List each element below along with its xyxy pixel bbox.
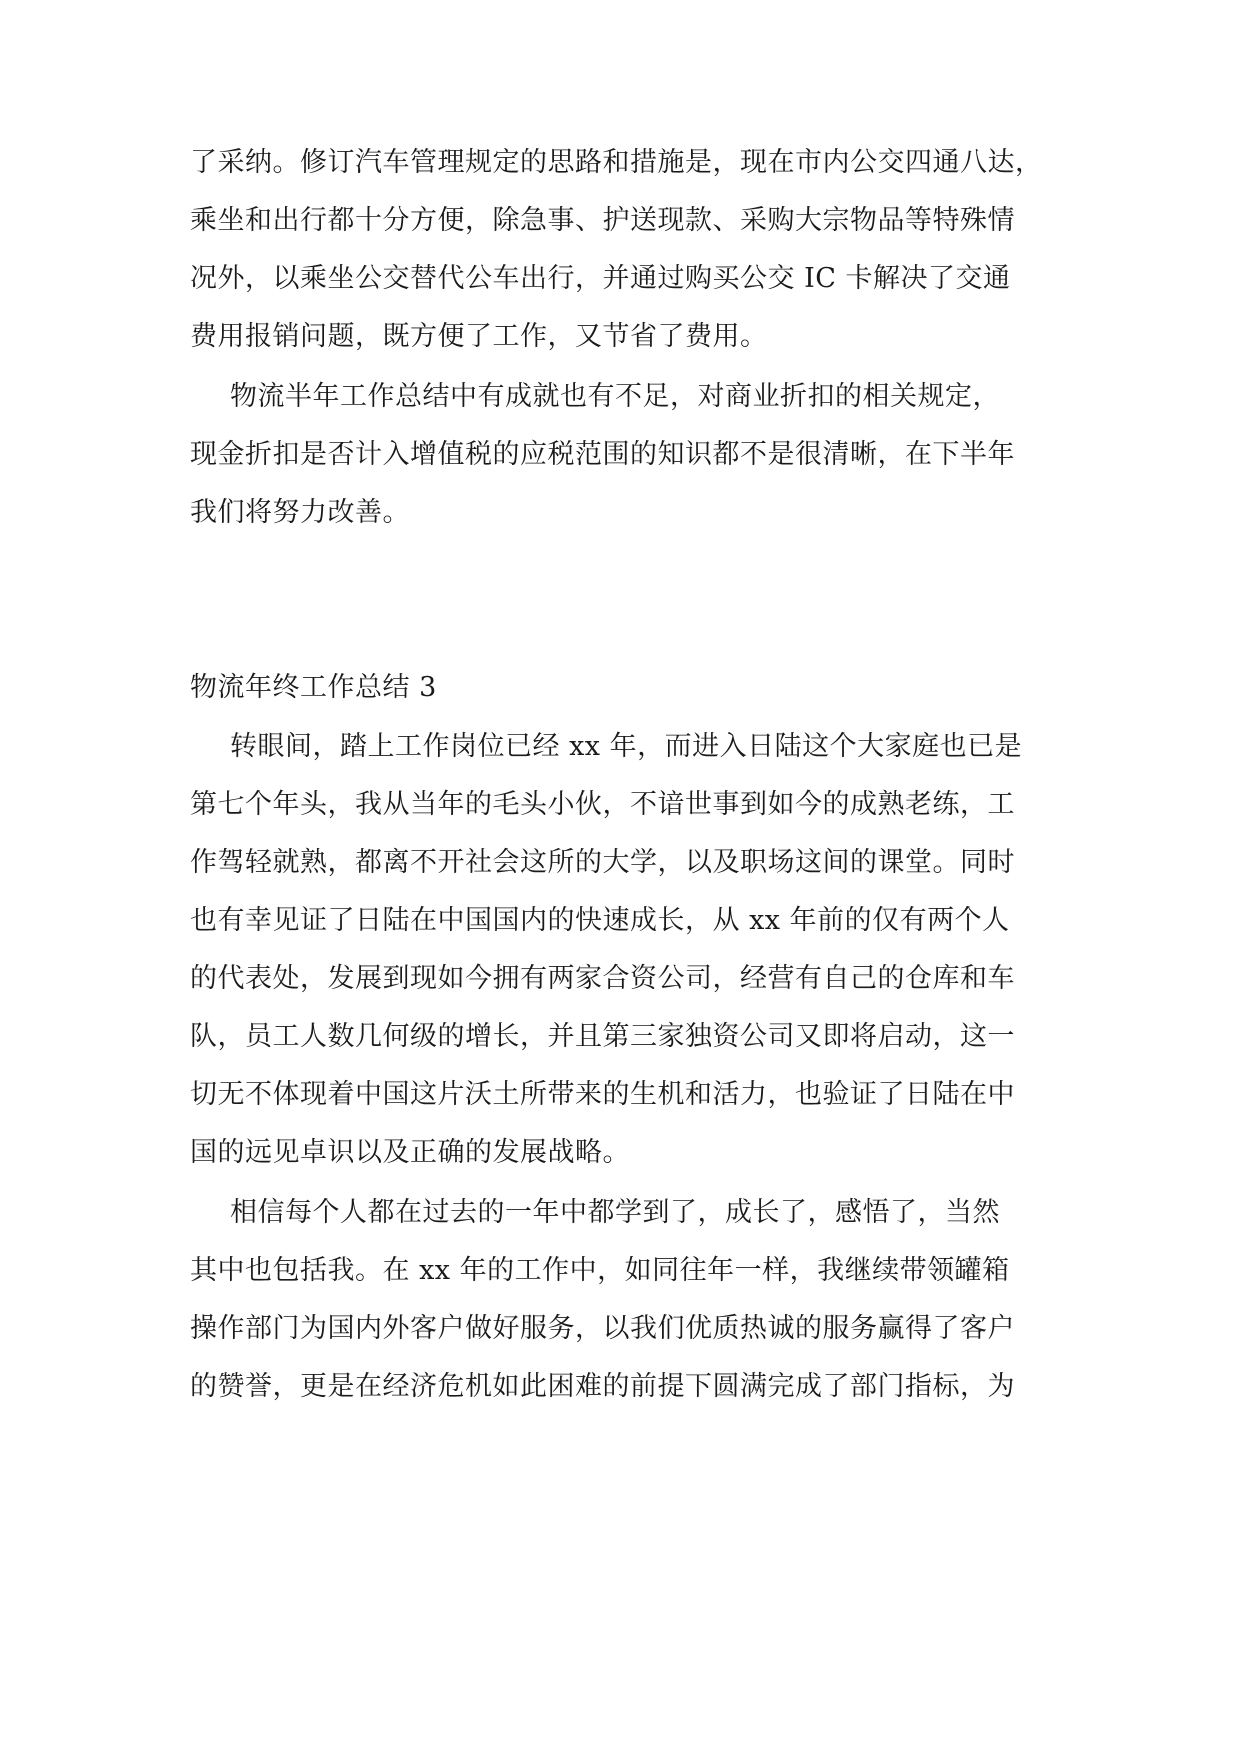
- paragraph-line: 也有幸见证了日陆在中国国内的快速成长，从 xx 年前的仅有两个人: [190, 905, 1010, 936]
- paragraph-line: 我们将努力改善。: [190, 497, 410, 528]
- paragraph-line: 作驾轻就熟，都离不开社会这所的大学，以及职场这间的课堂。同时: [190, 847, 1015, 878]
- paragraph-line: 况外，以乘坐公交替代公车出行，并通过购买公交 IC 卡解决了交通: [190, 263, 1011, 294]
- paragraph-line: 第七个年头，我从当年的毛头小伙，不谙世事到如今的成熟老练，工: [190, 789, 1015, 820]
- paragraph-line: 操作部门为国内外客户做好服务，以我们优质热诚的服务赢得了客户: [190, 1313, 1015, 1344]
- paragraph-line: 其中也包括我。在 xx 年的工作中，如同往年一样，我继续带领罐箱: [190, 1255, 1010, 1286]
- paragraph-line: 物流半年工作总结中有成就也有不足，对商业折扣的相关规定，: [230, 381, 1000, 412]
- paragraph-line: 转眼间，踏上工作岗位已经 xx 年，而进入日陆这个大家庭也已是: [230, 731, 1023, 762]
- paragraph-line: 相信每个人都在过去的一年中都学到了，成长了，感悟了，当然: [230, 1197, 1000, 1228]
- paragraph-line: 了采纳。修订汽车管理规定的思路和措施是，现在市内公交四通八达，: [190, 147, 1043, 178]
- section-heading: 物流年终工作总结 3: [190, 672, 437, 703]
- paragraph-line: 的赞誉，更是在经济危机如此困难的前提下圆满完成了部门指标，为: [190, 1371, 1015, 1402]
- paragraph-line: 切无不体现着中国这片沃土所带来的生机和活力，也验证了日陆在中: [190, 1079, 1015, 1110]
- paragraph-line: 乘坐和出行都十分方便，除急事、护送现款、采购大宗物品等特殊情: [190, 205, 1015, 236]
- paragraph-line: 现金折扣是否计入增值税的应税范围的知识都不是很清晰，在下半年: [190, 439, 1015, 470]
- paragraph-line: 费用报销问题，既方便了工作，又节省了费用。: [190, 321, 768, 352]
- paragraph-line: 国的远见卓识以及正确的发展战略。: [190, 1137, 630, 1168]
- paragraph-line: 队，员工人数几何级的增长，并且第三家独资公司又即将启动，这一: [190, 1021, 1015, 1052]
- paragraph-line: 的代表处，发展到现如今拥有两家合资公司，经营有自己的仓库和车: [190, 963, 1015, 994]
